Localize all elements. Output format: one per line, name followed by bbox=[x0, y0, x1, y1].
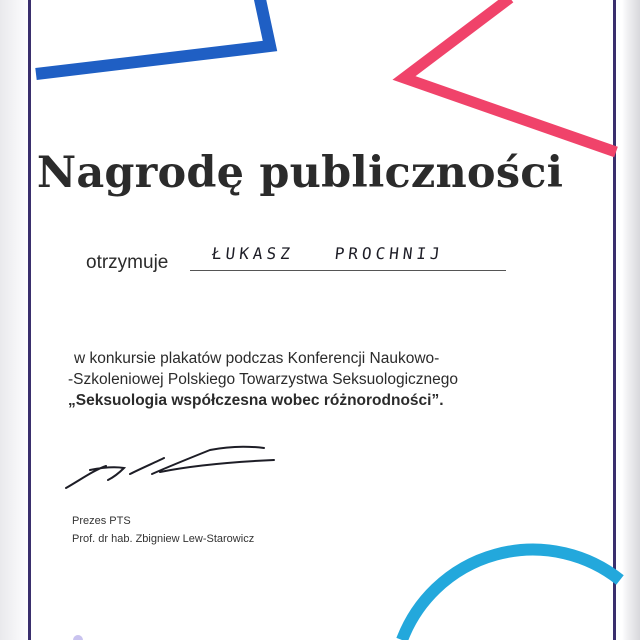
handwritten-signature bbox=[60, 440, 290, 500]
blue-triangle-decoration bbox=[36, 0, 270, 74]
certificate-title: Nagrodę publiczności bbox=[36, 148, 564, 198]
cyan-circle-decoration bbox=[402, 550, 620, 640]
conference-title: „Seksuologia współczesna wobec różnorodności”. bbox=[68, 392, 444, 409]
signer-role: Prezes PTS bbox=[72, 515, 131, 527]
signer-name: Prof. dr hab. Zbigniew Lew-Starowicz bbox=[72, 533, 255, 545]
pink-triangle-decoration bbox=[404, 0, 616, 152]
purple-dot-decoration bbox=[73, 635, 83, 640]
description-line-2: -Szkoleniowej Polskiego Towarzystwa Seksuologicznego bbox=[68, 371, 458, 388]
recipient-underline bbox=[190, 270, 506, 271]
award-description bbox=[68, 348, 528, 411]
description-line-1: w konkursie plakatów podczas Konferencji Naukowo- bbox=[74, 350, 440, 367]
recipient-label: otrzymuje bbox=[86, 252, 169, 273]
signer-block bbox=[72, 512, 254, 548]
recipient-name-handwritten: ŁUKASZ PROCHNIJ bbox=[211, 244, 445, 263]
